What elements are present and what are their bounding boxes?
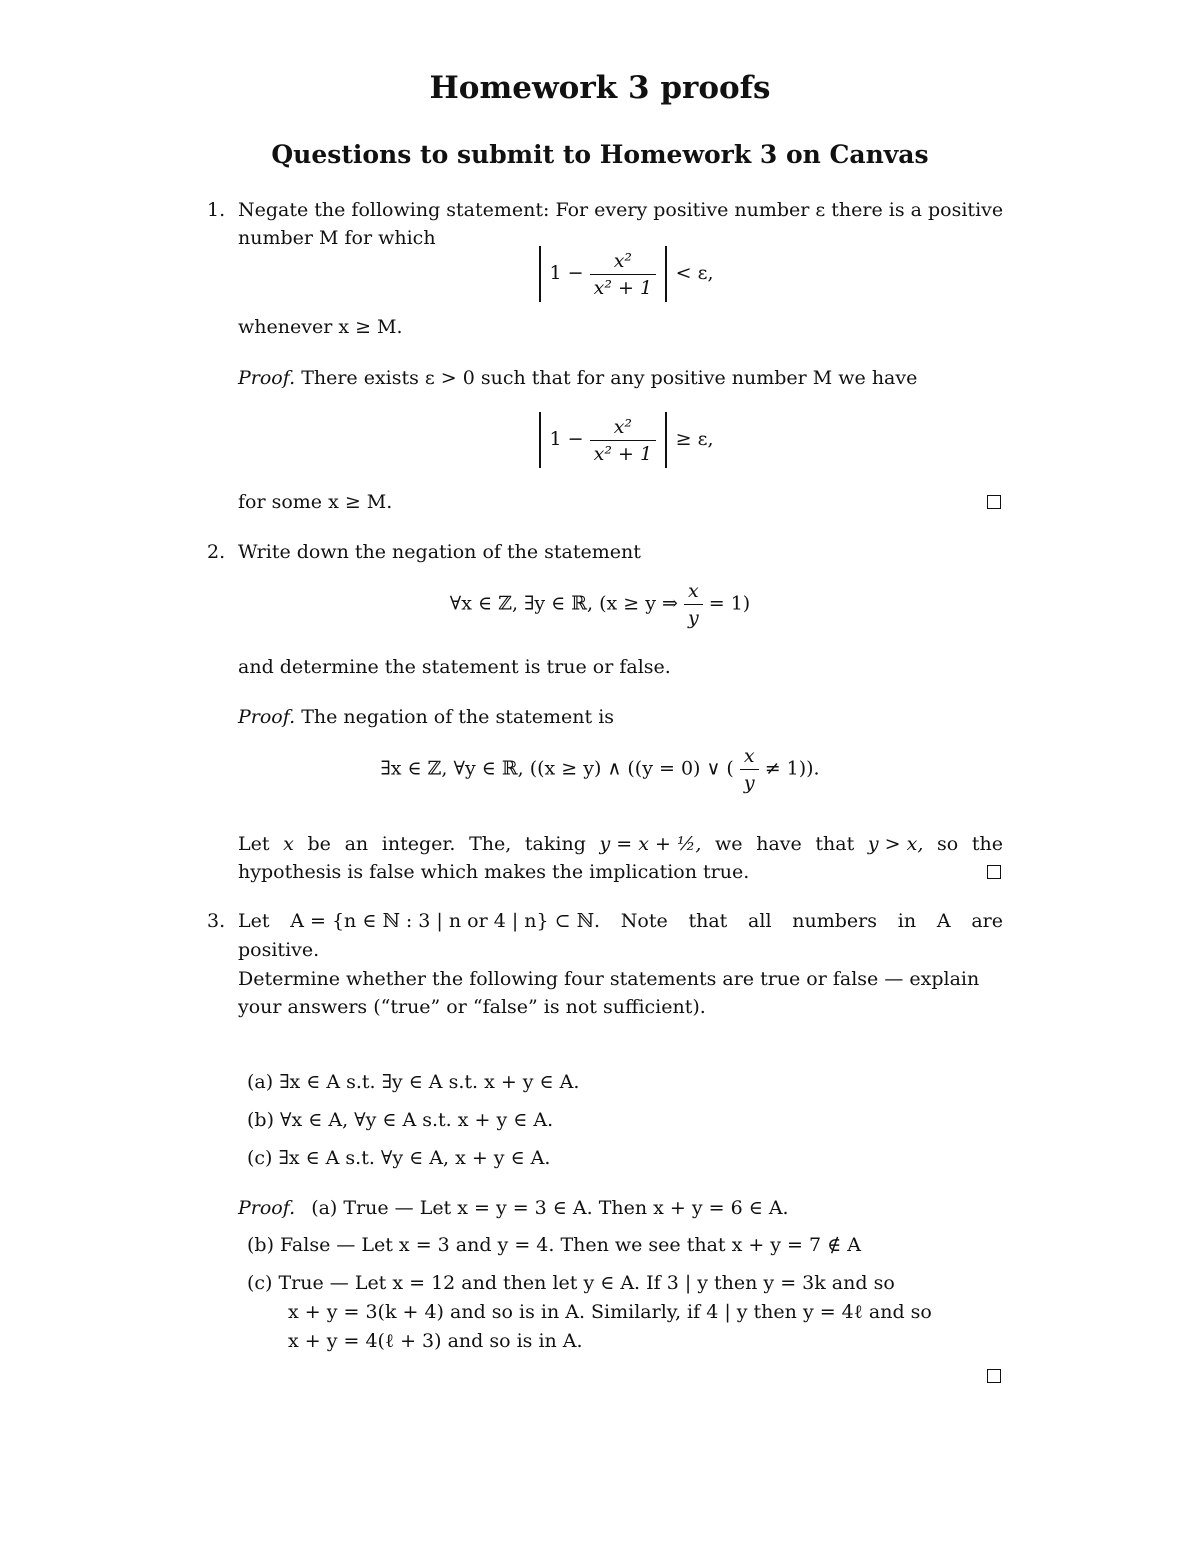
section-heading: Questions to submit to Homework 3 on Canvas [271,140,929,169]
q1-equation [536,246,714,302]
abs-bar-left [539,246,541,302]
word: y > x, [867,833,924,855]
proof-label: Proof. [238,367,296,389]
q3-text-line1 [238,909,1003,933]
word: Let [238,910,270,932]
qed-box [987,495,1001,509]
fraction-numerator: x [684,580,703,605]
word: taking [524,833,586,855]
fraction-denominator: x² + 1 [593,442,653,465]
q2-proof [238,705,614,729]
q1-text-line3: whenever x ≥ M. [238,316,403,338]
q3-proof-c-line1: (c) True — Let x = 12 and then let y ∈ A. If 3 | y then y = 3k and so [247,1272,895,1294]
fraction [740,745,759,794]
word: all [748,910,772,932]
q3-proof-c-line2: x + y = 3(k + 4) and so is in A. Similarly, if 4 | y then y = 4ℓ and so [288,1301,932,1323]
q1-text-line1: Negate the following statement: For every positive number ε there is a positive [238,199,1004,221]
q2-proof-line3: hypothesis is false which makes the implication true. [238,861,750,883]
proof-text: The negation of the statement is [301,706,615,728]
abs-bar-right [665,412,667,468]
q1-proof-line2: for some x ≥ M. [238,491,393,513]
q2-equation [0,580,1200,629]
q3-number: 3. [207,910,226,932]
eq-left: 1 − [549,428,584,450]
q3-proof-b: (b) False — Let x = 3 and y = 4. Then we see that x + y = 7 ∉ A [247,1234,861,1256]
q3-item-a: (a) ∃x ∈ A s.t. ∃y ∈ A s.t. x + y ∈ A. [247,1071,580,1093]
q1-proof [238,366,917,390]
q2-text-line2: and determine the statement is true or false. [238,656,671,678]
word: x [283,833,294,855]
word: Let [238,833,270,855]
fraction [684,580,703,629]
word: we [715,833,743,855]
word: y = x + ½, [599,833,702,855]
word: the [971,833,1003,855]
fraction [590,250,656,299]
word: integer. [381,833,456,855]
word: numbers [792,910,878,932]
proof-label: Proof. [238,706,296,728]
abs-bar-right [665,246,667,302]
fraction-denominator: y [687,607,699,629]
fraction-denominator: y [743,772,755,794]
word: A [936,910,951,932]
eq-left: 1 − [549,262,584,284]
q3-item-b: (b) ∀x ∈ A, ∀y ∈ A s.t. x + y ∈ A. [247,1109,554,1131]
word: an [344,833,369,855]
word: A = {n ∈ ℕ : 3 | n or 4 | n} ⊂ ℕ. [290,910,600,932]
q2-proof-line2 [238,832,1003,856]
word: that [815,833,855,855]
word: Note [620,910,668,932]
fraction-denominator: x² + 1 [593,276,653,299]
q1-number: 1. [207,199,226,221]
word: that [688,910,728,932]
q3-text-line3: Determine whether the following four statements are true or false — explain [238,968,980,990]
word: be [307,833,331,855]
q2-proof-equation [0,745,1200,794]
q3-item-c: (c) ∃x ∈ A s.t. ∀y ∈ A, x + y ∈ A. [247,1147,551,1169]
fraction-numerator: x [740,745,759,770]
eq-right: ≥ ε, [675,428,714,450]
q3-text-line2: positive. [238,939,320,961]
abs-bar-left [539,412,541,468]
word: in [897,910,917,932]
eq-right: = 1) [708,592,751,615]
qed-box [987,865,1001,879]
word: so [937,833,959,855]
word: are [971,910,1003,932]
q2-text-line1: Write down the negation of the statement [238,541,641,563]
eq-right: ≠ 1)). [764,757,820,780]
fraction-numerator: x² [590,416,656,441]
proof-text: (a) True — Let x = y = 3 ∈ A. Then x + y = 6 ∈ A. [311,1197,789,1219]
qed-box [987,1369,1001,1383]
eq-left: ∀x ∈ ℤ, ∃y ∈ ℝ, (x ≥ y ⇒ [449,592,678,615]
proof-label: Proof. [238,1197,296,1219]
page-title: Homework 3 proofs [429,70,771,106]
fraction [590,416,656,465]
eq-left: ∃x ∈ ℤ, ∀y ∈ ℝ, ((x ≥ y) ∧ ((y = 0) ∨ ( [380,757,734,780]
q3-proof-a [238,1196,789,1220]
proof-text: There exists ε > 0 such that for any positive number M we have [301,367,918,389]
fraction-numerator: x² [590,250,656,275]
q3-text-line4: your answers (“true” or “false” is not sufficient). [238,996,706,1018]
q1-text-line2: number M for which [238,227,436,249]
word: The, [469,833,512,855]
word: have [756,833,802,855]
q3-proof-c-line3: x + y = 4(ℓ + 3) and so is in A. [288,1330,583,1352]
q1-proof-equation [536,412,714,468]
eq-right: < ε, [675,262,714,284]
q2-number: 2. [207,541,226,563]
